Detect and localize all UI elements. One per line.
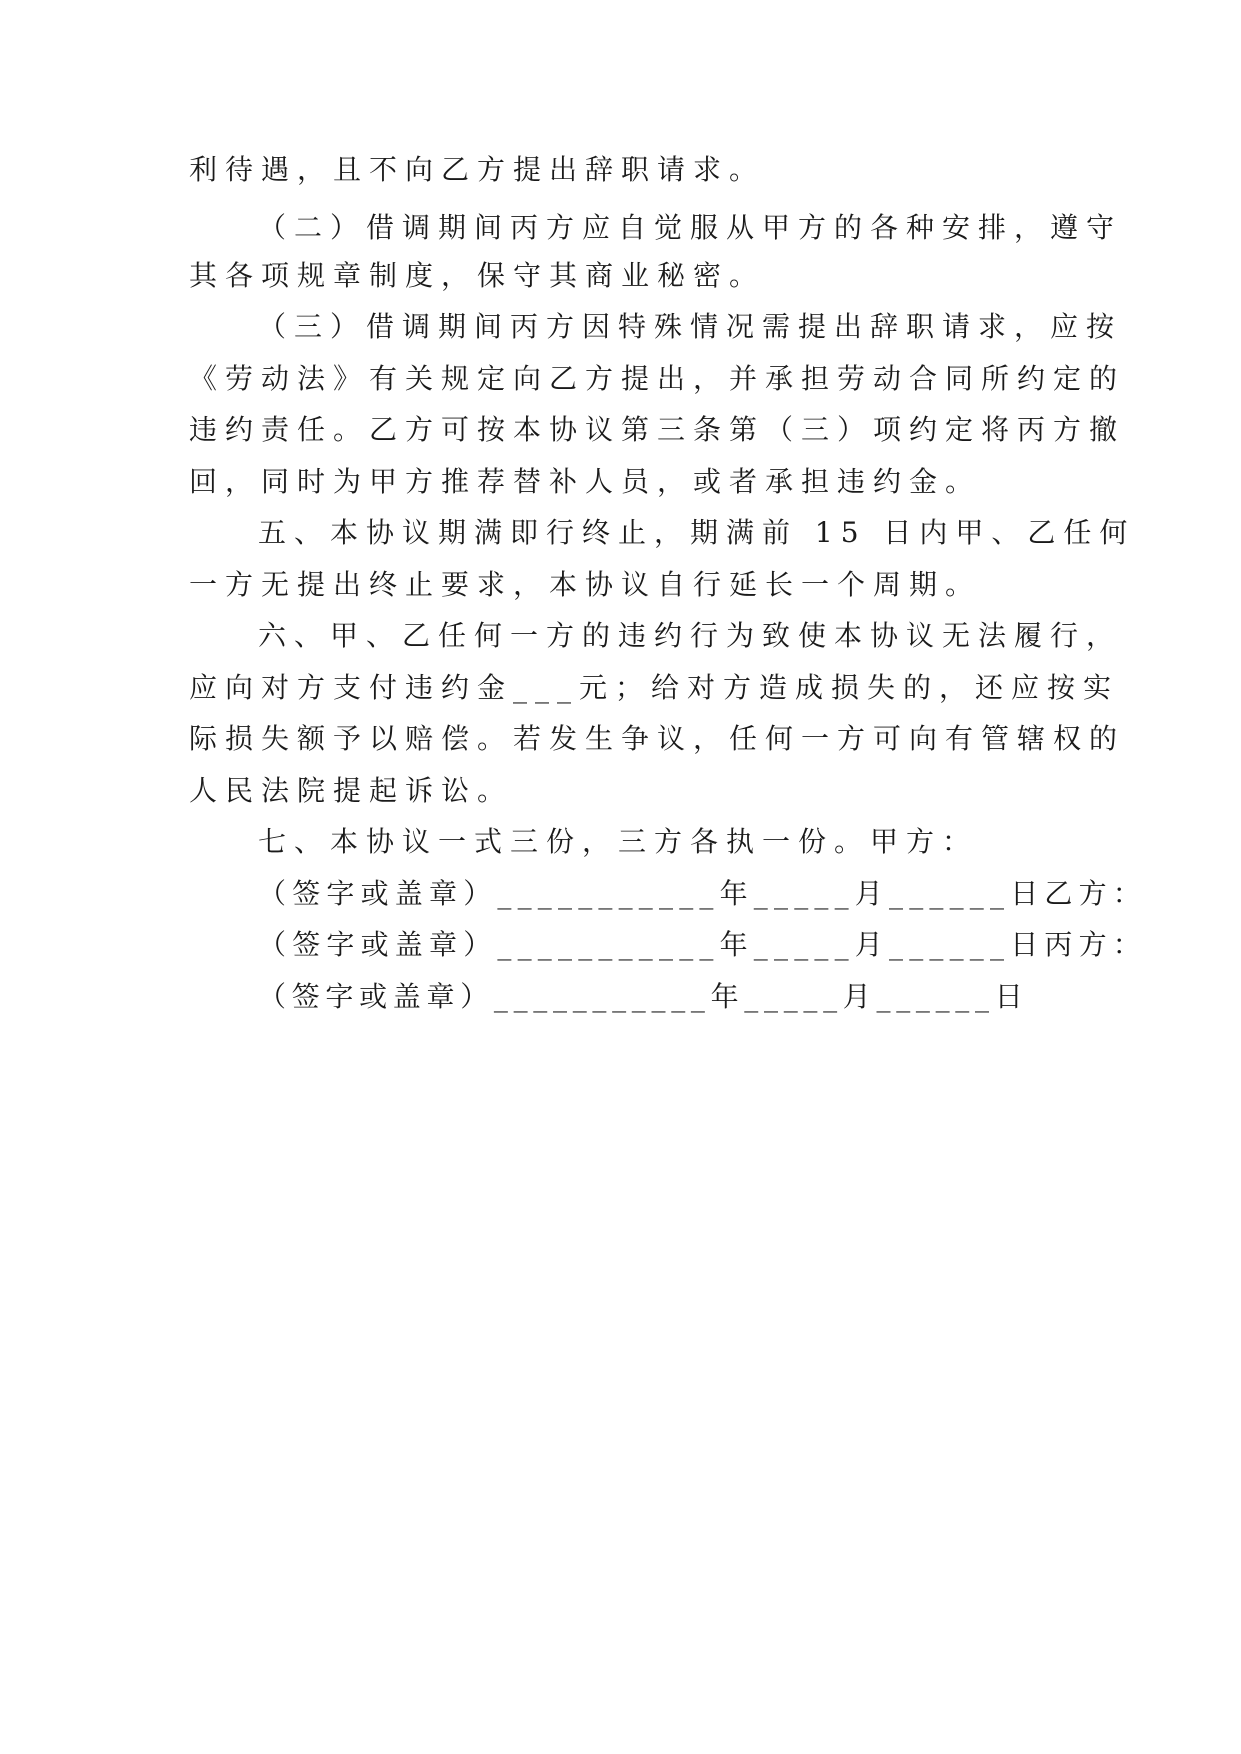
paragraph-line: （二）借调期间丙方应自觉服从甲方的各种安排，遵守 — [258, 211, 1123, 244]
paragraph-line: 利待遇，且不向乙方提出辞职请求。 — [189, 153, 766, 186]
paragraph-line: 一方无提出终止要求，本协议自行延长一个周期。 — [189, 568, 982, 601]
paragraph-line: 应向对方支付违约金___元；给对方造成损失的，还应按实 — [189, 671, 1120, 704]
paragraph-line: 际损失额予以赔偿。若发生争议，任何一方可向有管辖权的 — [189, 722, 1126, 755]
paragraph-line: 七、本协议一式三份，三方各执一份。甲方： — [258, 825, 979, 858]
signature-line: （签字或盖章）___________年_____月______日乙方： — [258, 877, 1148, 910]
paragraph-line: （三）借调期间丙方因特殊情况需提出辞职请求，应按 — [258, 310, 1123, 343]
signature-line: （签字或盖章）___________年_____月______日 — [258, 980, 1029, 1013]
paragraph-line: 人民法院提起诉讼。 — [189, 774, 514, 807]
paragraph-line: 六、甲、乙任何一方的违约行为致使本协议无法履行， — [258, 619, 1123, 652]
paragraph-line: 其各项规章制度，保守其商业秘密。 — [189, 259, 766, 292]
paragraph-line: 回，同时为甲方推荐替补人员，或者承担违约金。 — [189, 465, 982, 498]
paragraph-line: 违约责任。乙方可按本协议第三条第（三）项约定将丙方撤 — [189, 413, 1126, 446]
signature-line: （签字或盖章）___________年_____月______日丙方： — [258, 928, 1148, 961]
paragraph-line: 五、本协议期满即行终止，期满前 15 日内甲、乙任何 — [258, 516, 1136, 549]
paragraph-line: 《劳动法》有关规定向乙方提出，并承担劳动合同所约定的 — [189, 362, 1126, 395]
